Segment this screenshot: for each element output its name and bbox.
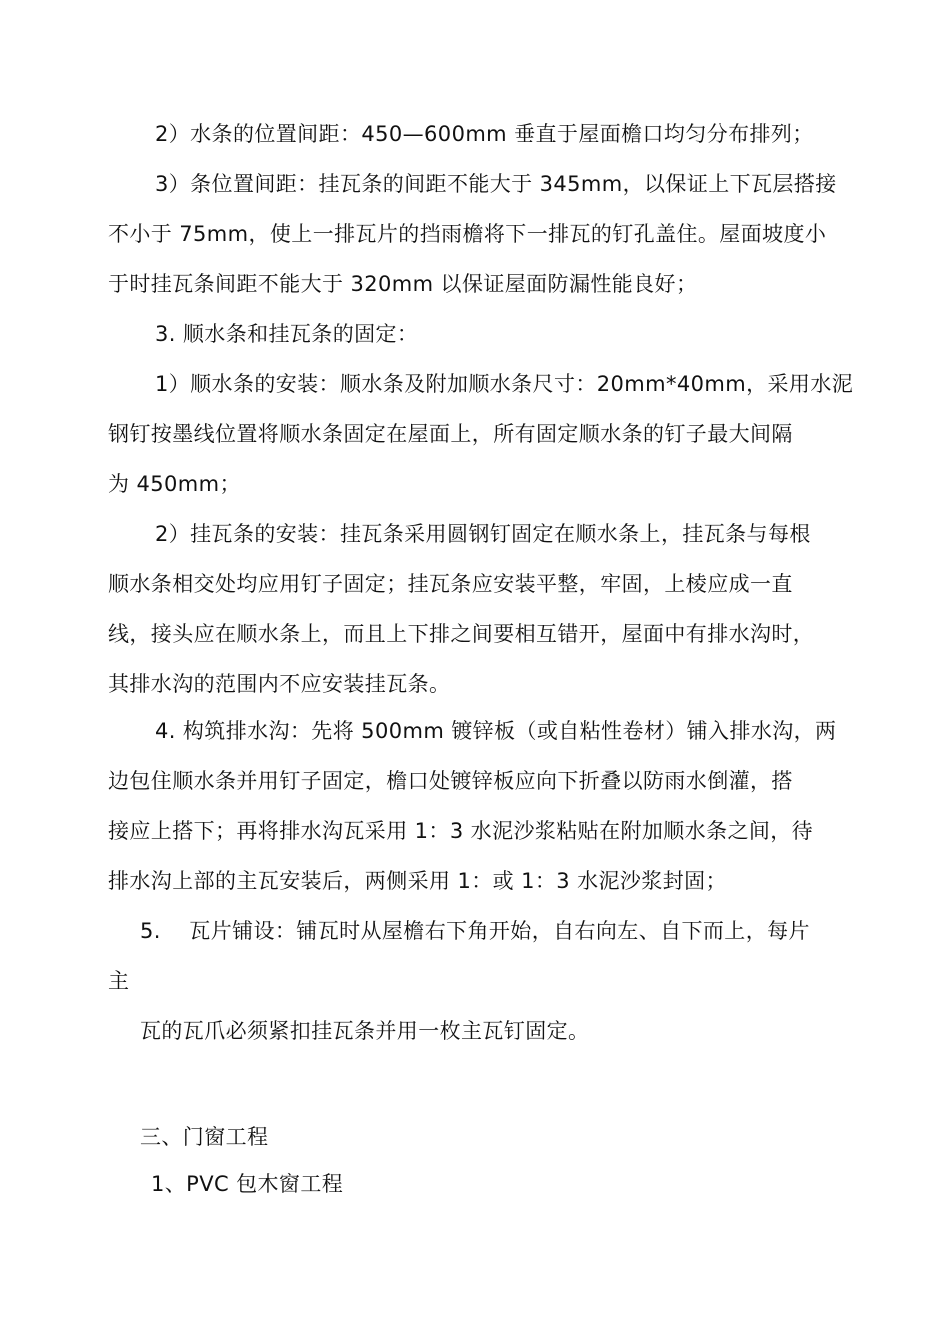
section-heading: 3. 顺水条和挂瓦条的固定： [155, 322, 419, 346]
text-line: 为 450mm； [108, 472, 241, 496]
text-line: 于时挂瓦条间距不能大于 320mm 以保证屋面防漏性能良好； [108, 272, 698, 296]
text-line: 不小于 75mm，使上一排瓦片的挡雨檐将下一排瓦的钉孔盖住。屋面坡度小 [108, 222, 827, 246]
text-line: 排水沟上部的主瓦安装后，两侧采用 1：或 1：3 水泥沙浆封固； [108, 869, 727, 893]
text-line: 2）水条的位置间距：450—600mm 垂直于屋面檐口均匀分布排列； [155, 122, 814, 146]
text-line: 线，接头应在顺水条上，而且上下排之间要相互错开，屋面中有排水沟时， [108, 622, 815, 646]
text-line: 5. 瓦片铺设：铺瓦时从屋檐右下角开始，自右向左、自下而上，每片 [140, 919, 810, 943]
text-line: 边包住顺水条并用钉子固定，檐口处镀锌板应向下折叠以防雨水倒灌，搭 [108, 769, 793, 793]
chapter-heading: 三、门窗工程 [140, 1125, 269, 1149]
text-line: 其排水沟的范围内不应安装挂瓦条。 [108, 672, 451, 696]
text-line: 主 [108, 969, 130, 993]
text-line: 钢钉按墨线位置将顺水条固定在屋面上，所有固定顺水条的钉子最大间隔 [108, 422, 793, 446]
text-line: 1）顺水条的安装：顺水条及附加顺水条尺寸：20mm*40mm，采用水泥 [155, 372, 854, 396]
text-line: 接应上搭下；再将排水沟瓦采用 1：3 水泥沙浆粘贴在附加顺水条之间，待 [108, 819, 814, 843]
text-line: 瓦的瓦爪必须紧扣挂瓦条并用一枚主瓦钉固定。 [140, 1019, 590, 1043]
text-line: 2）挂瓦条的安装：挂瓦条采用圆钢钉固定在顺水条上，挂瓦条与每根 [155, 522, 811, 546]
text-line: 3）条位置间距：挂瓦条的间距不能大于 345mm，以保证上下瓦层搭接 [155, 172, 837, 196]
subsection-heading: 1、PVC 包木窗工程 [151, 1172, 344, 1196]
text-line: 顺水条相交处均应用钉子固定；挂瓦条应安装平整，牢固，上棱应成一直 [108, 572, 793, 596]
text-line: 4. 构筑排水沟：先将 500mm 镀锌板（或自粘性卷材）铺入排水沟，两 [155, 719, 837, 743]
